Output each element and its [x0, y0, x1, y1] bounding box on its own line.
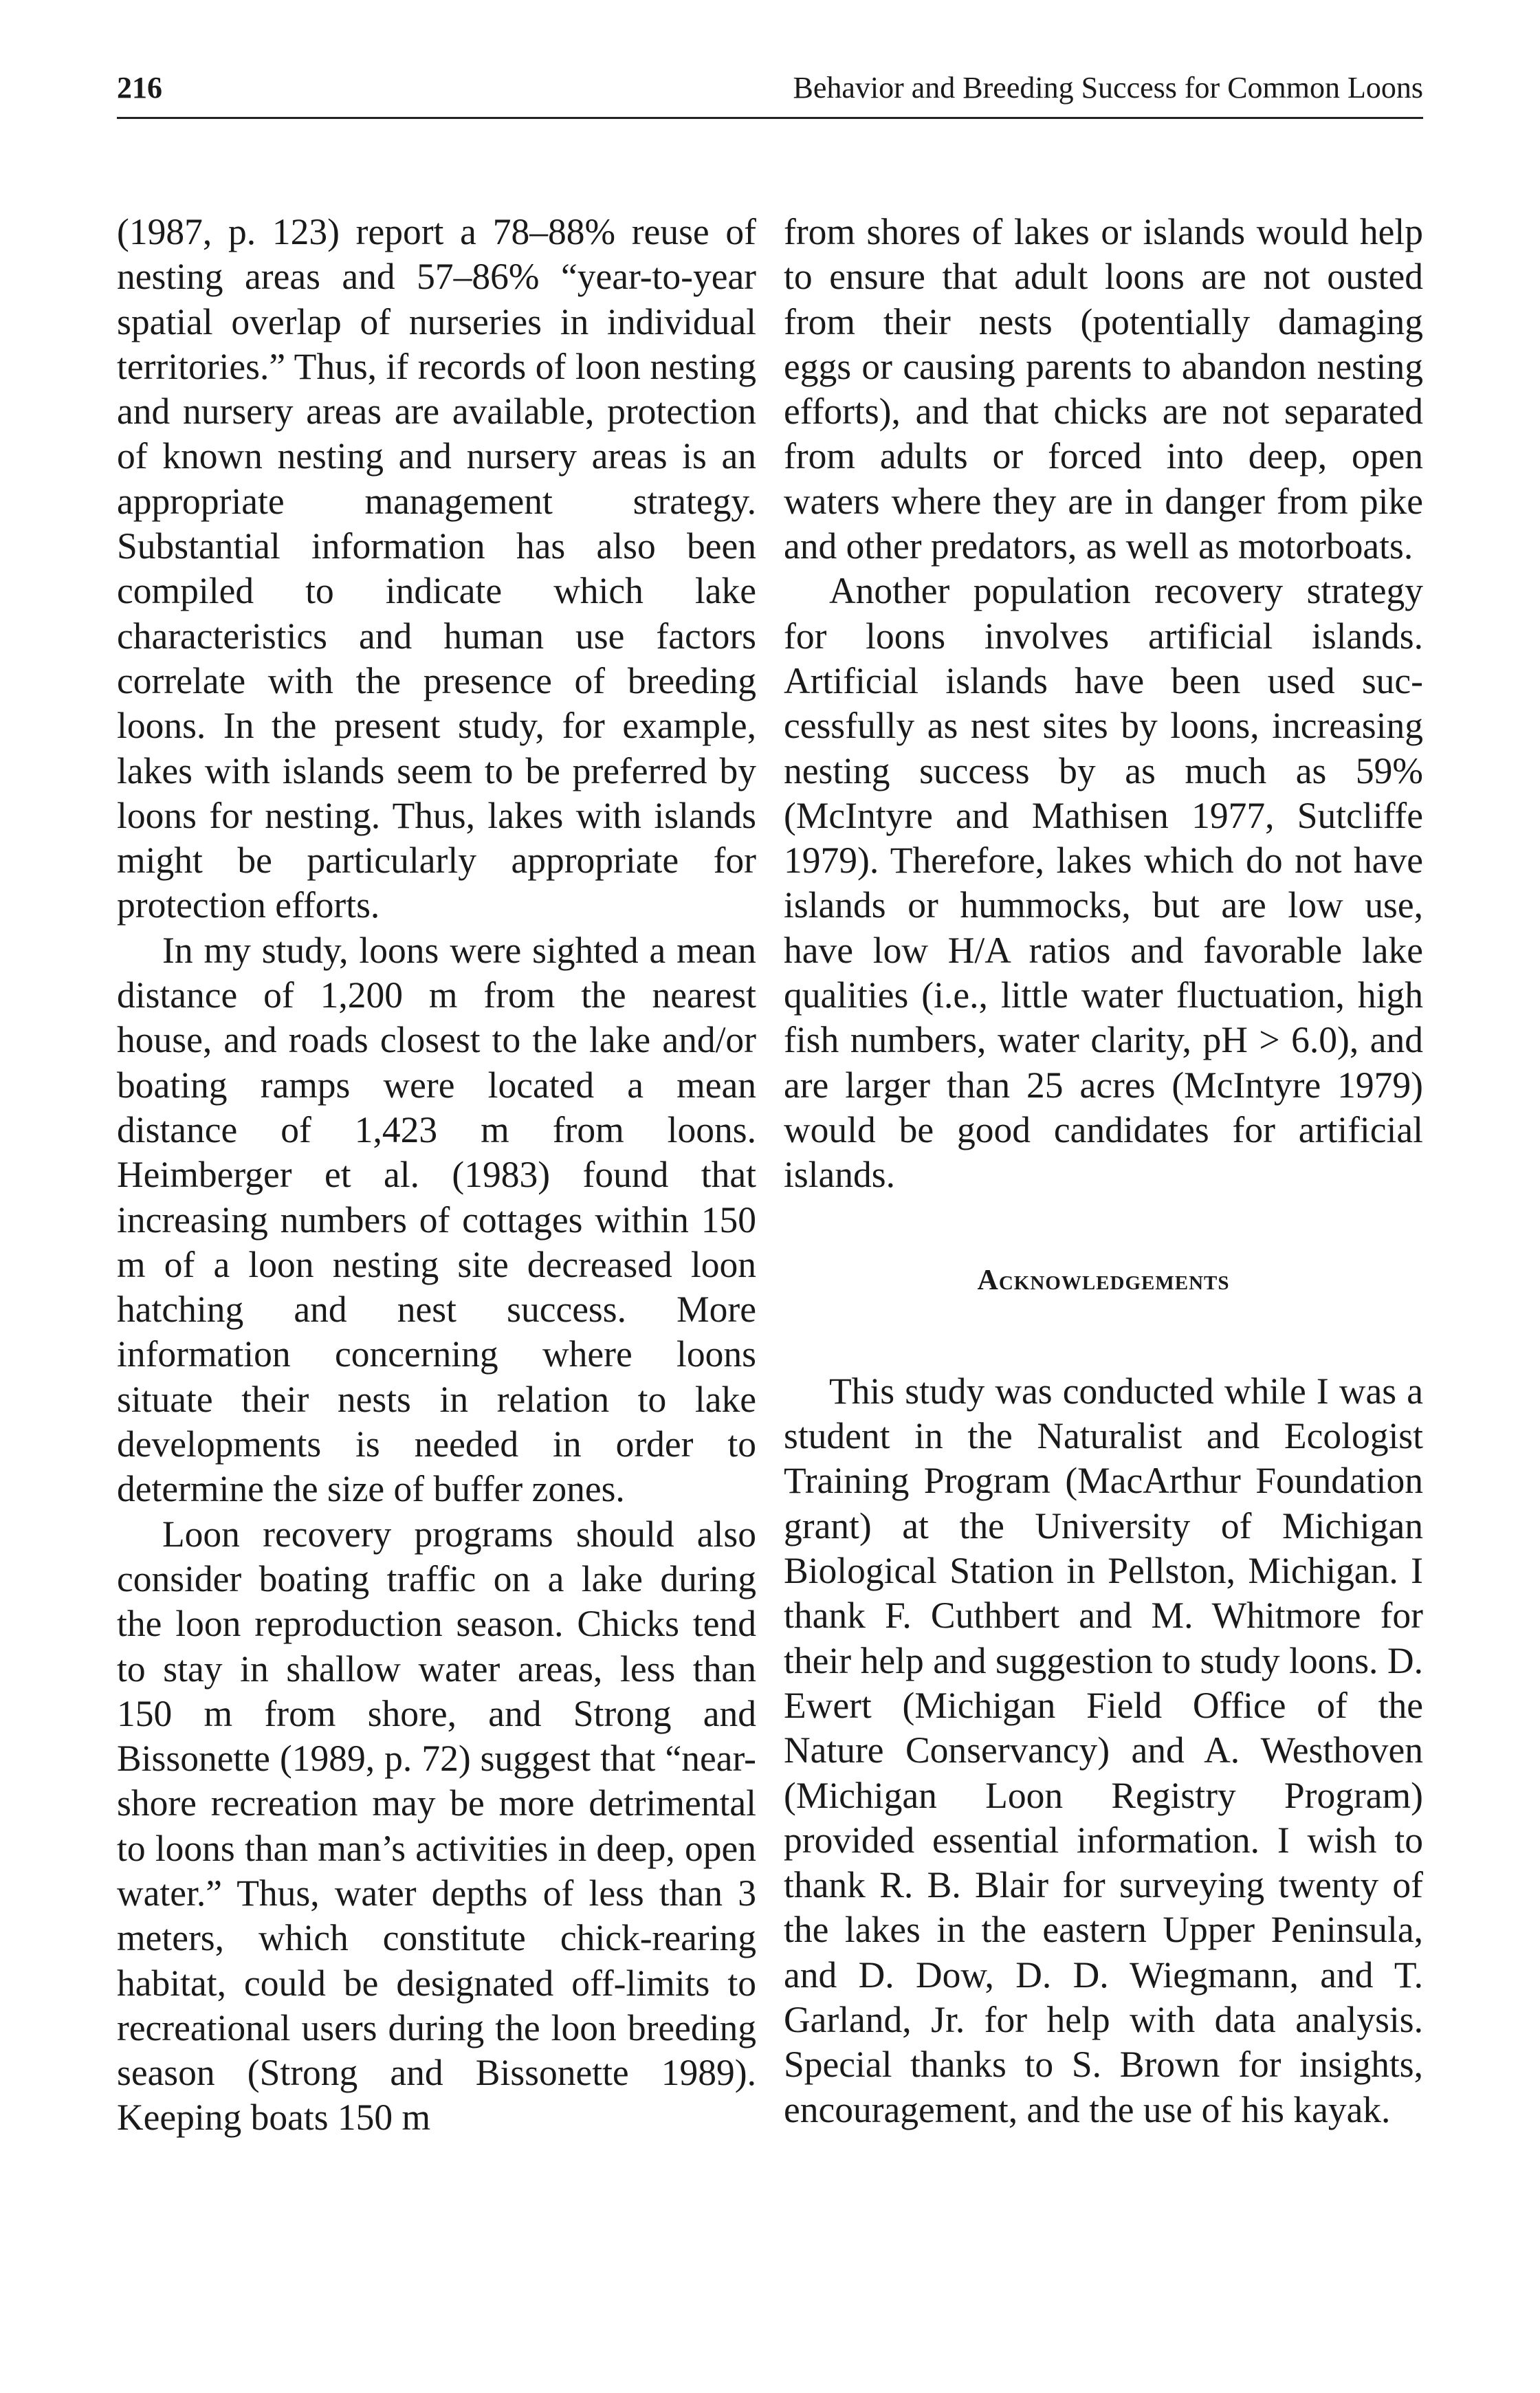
body-paragraph: Loon recovery programs should also consider boating traffic on a lake during the loon reproduction season. Chicks tend to stay in shallow water areas, less than 150 m from shore, and Strong and Bissonette (1989, p. 72) suggest that “near-shore recreation may be more detrimental to loons than man’s activities in deep, open water.” Thus, water depths of less than 3 meters, which constitute chick-rearing habitat, could be designated off-limits to recreational users during the loon breeding season (Strong and Bissonette 1989). Keeping boats 150 m: [117, 1513, 756, 2139]
right-column: [784, 210, 1423, 2132]
section-spacer: [784, 1303, 1423, 1369]
body-paragraph: Another population recovery strategy for loons involves artificial islands. Artificial islands have been used successfully as nest sites by loons, increasing nesting success by as much as 59% (McIntyre and Mathisen 1977, Sutcliffe 1979). Therefore, lakes which do not have islands or hummocks, but are low use, have low H/A ratios and favorable lake qualities (i.e., little water fluctuation, high fish numbers, water clarity, pH > 6.0), and are larger than 25 acres (McIntyre 1979) would be good candidates for artificial islands.: [784, 570, 1423, 1196]
running-header: [117, 69, 1423, 119]
left-column: [117, 210, 756, 2141]
body-paragraph: from shores of lakes or islands would help to ensure that adult loons are not ousted from their nests (potentially damaging eggs or causing parents to abandon nesting efforts), and that chicks are not separated from adults or forced into deep, open waters where they are in danger from pike and other predators, as well as motorboats.: [784, 211, 1423, 567]
running-title: Behavior and Breeding Success for Common Loons: [793, 71, 1423, 105]
section-spacer: [784, 1198, 1423, 1258]
acknowledgements-paragraph: This study was conducted while I was a student in the Naturalist and Ecologist Training Program (MacArthur Foundation grant) at the University of Michigan Biological Station in Pellston, Michigan. I thank F. Cuthbert and M. Whitmore for their help and suggestion to study loons. D. Ewert (Michigan Field Office of the Nature Conservancy) and A. Westhoven (Michigan Loon Registry Program) provided essential information. I wish to thank R. B. Blair for surveying twenty of the lakes in the eastern Upper Peninsula, and D. Dow, D. D. Wiegmann, and T. Garland, Jr. for help with data analysis. Special thanks to S. Brown for insights, encouragement, and the use of his kayak.: [784, 1370, 1423, 2130]
acknowledgements-heading: Acknowledgements: [977, 1264, 1230, 1296]
body-paragraph: (1987, p. 123) report a 78–88% reuse of nesting areas and 57–86% “year-to-year spatial overlap of nurseries in individual territories.” Thus, if records of loon nesting and nursery areas are available, protection of known nesting and nursery areas is an appropriate management strategy. Substantial information has also been compiled to indicate which lake characteristics and human use factors correlate with the presence of breeding loons. In the present study, for example, lakes with islands seem to be preferred by loons for nesting. Thus, lakes with islands might be particularly appropriate for protection efforts.: [117, 211, 756, 926]
body-paragraph: In my study, loons were sighted a mean distance of 1,200 m from the nearest house, and roads closest to the lake and/or boating ramps were located a mean distance of 1,423 m from loons. Heimberger et al. (1983) found that increasing numbers of cottages within 150 m of a loon nesting site decreased loon hatching and nest success. More information concerning where loons situate their nests in relation to lake developments is needed in order to determine the size of buffer zones.: [117, 929, 756, 1510]
page-number: 216: [117, 71, 162, 105]
